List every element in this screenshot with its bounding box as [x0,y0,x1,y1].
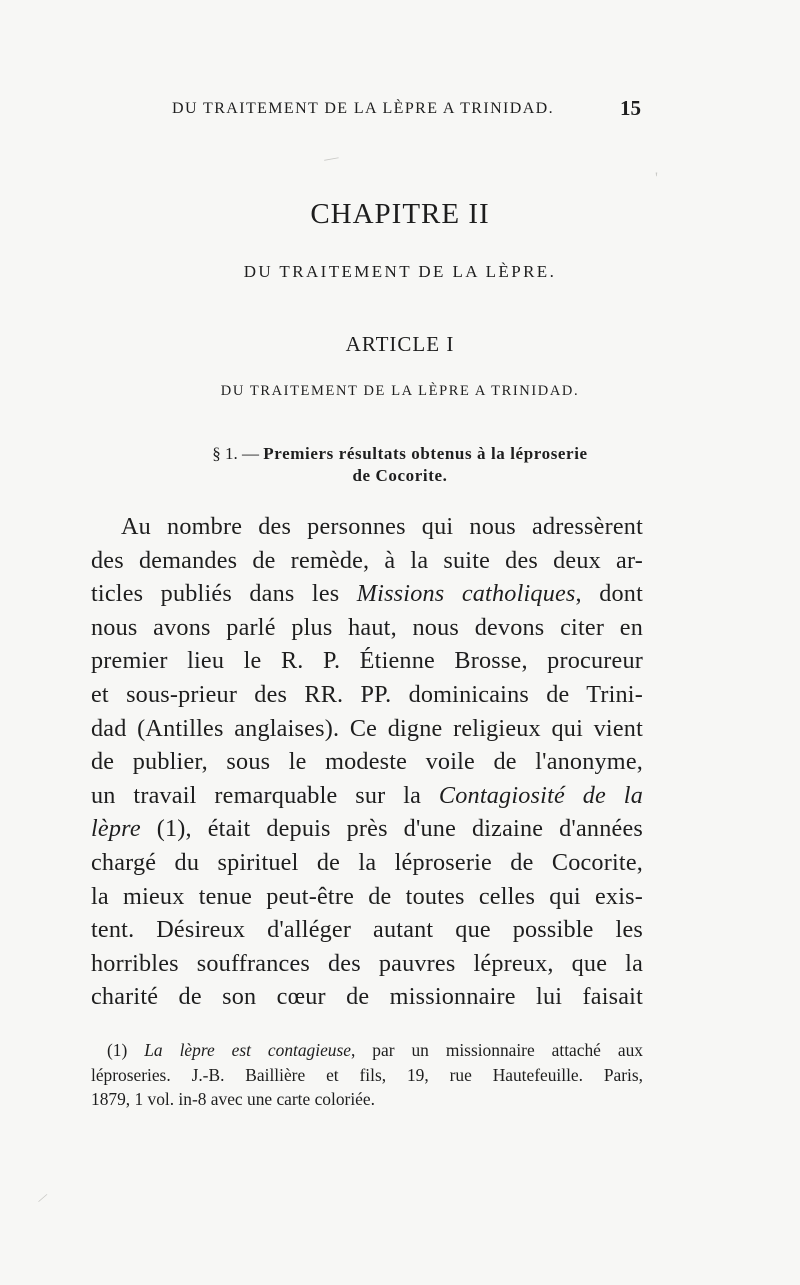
body-line: des demandes de remède, à la suite des deux ar- [91,546,643,574]
body-line: la mieux tenue peut-être de toutes celles qui exis- [91,882,643,910]
pencil-mark: / [36,1190,49,1208]
section-title-line1: Premiers résultats obtenus à la léproserie [263,444,588,463]
footnote-italic-title: La lèpre est contagieuse [144,1040,351,1060]
body-line: charité de son cœur de missionnaire lui faisait [91,983,643,1011]
chapter-subtitle: DU TRAITEMENT DE LA LÈPRE. [243,262,557,281]
footnote-line [91,1038,643,1063]
page-number: 15 [620,96,641,120]
body-line: de publier, sous le modeste voile de l'anonyme, [91,748,643,776]
footnote-line: léproseries. J.-B. Baillière et fils, 19, rue Hautefeuille. Paris, [91,1064,643,1085]
body-line: dad (Antilles anglaises). Ce digne religieux qui vient [91,714,643,742]
footnote-marker: (1) [107,1040,145,1060]
body-text-run: ticles publiés dans les [91,580,357,608]
body-paragraph [91,510,643,1014]
pencil-mark: | [323,155,341,162]
body-line: nous avons parlé plus haut, nous devons citer en [91,613,643,641]
footnote-text-run: , par un missionnaire attaché aux [350,1040,643,1060]
section-mark: § 1. — [212,444,264,463]
body-line: et sous-prieur des RR. PP. dominicains de Trini- [91,680,643,708]
italic-title-missions: Missions catholiques [356,580,576,608]
italic-title-contagiosite: Contagiosité de la [438,781,643,809]
body-line: Au nombre des personnes qui nous adressèrent [121,513,643,540]
body-line: chargé du spirituel de la léproserie de Cocorite, [91,848,643,876]
body-text-run: un travail remarquable sur la [91,781,439,809]
body-line: horribles souffrances des pauvres lépreux, que la [91,949,643,977]
footnote-line: 1879, 1 vol. in-8 avec une carte coloriée. [91,1089,375,1109]
chapter-title: CHAPITRE II [310,198,490,230]
body-text-run: , dont [575,580,644,608]
body-line: tent. Désireux d'alléger autant que possible les [91,916,643,944]
body-line [91,779,643,813]
article-title: ARTICLE I [345,332,455,356]
body-line: premier lieu le R. P. Étienne Brosse, procureur [91,647,643,675]
body-text-run: (1), était depuis près d'une dizaine d'années [140,815,643,843]
section-title-line2: de Cocorite. [352,466,448,485]
italic-title-lepre: lèpre [91,815,141,843]
pencil-mark: ' [655,170,658,187]
section-heading [0,443,800,487]
article-subtitle: DU TRAITEMENT DE LA LÈPRE A TRINIDAD. [220,383,580,399]
footnote [91,1038,643,1112]
body-line [91,577,643,611]
body-line [91,812,643,846]
running-head: DU TRAITEMENT DE LA LÈPRE A TRINIDAD. [172,100,555,117]
